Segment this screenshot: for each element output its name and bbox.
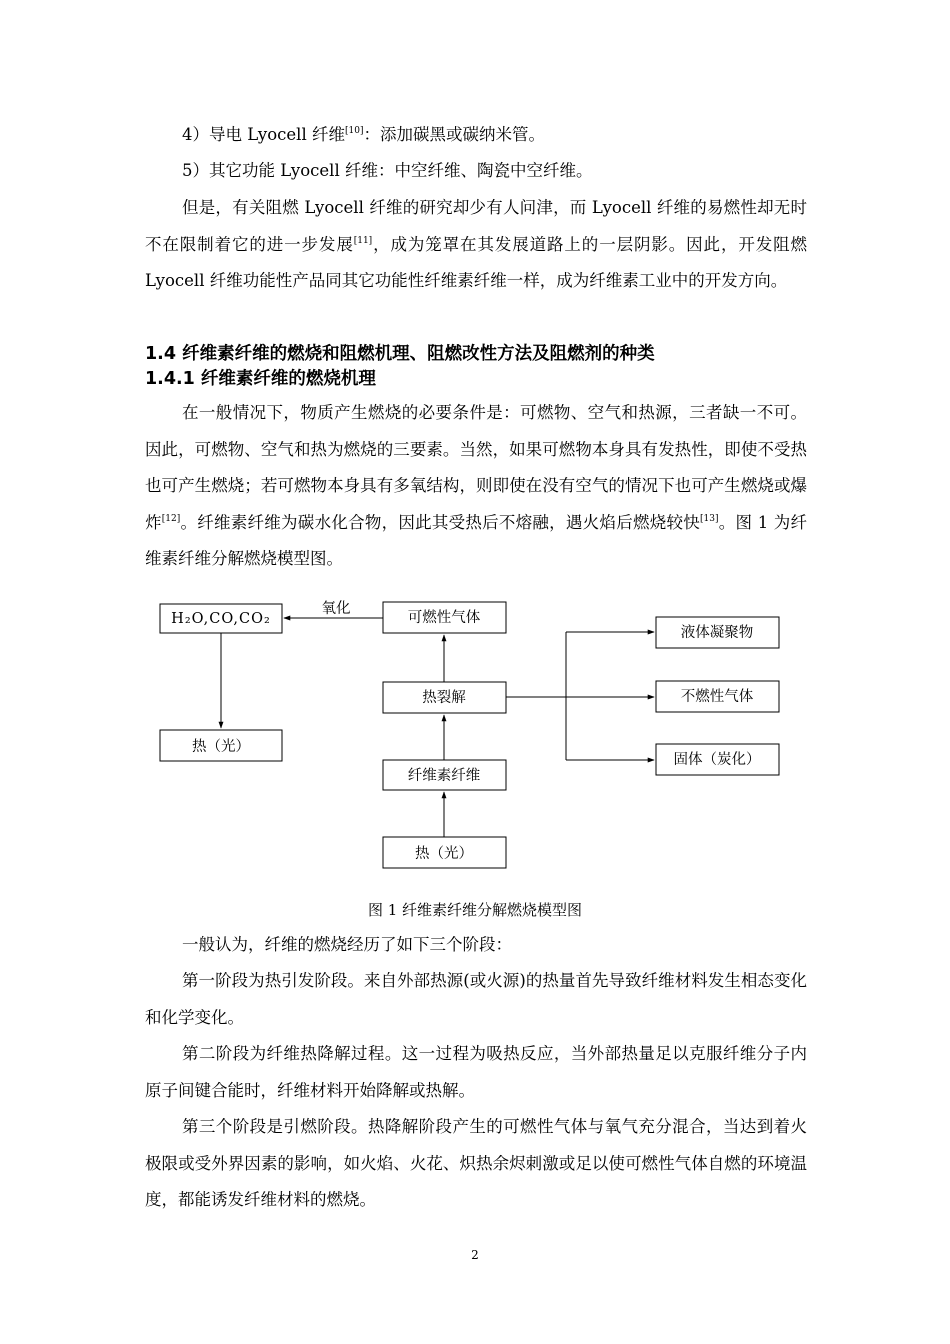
heat-light-bottom-label: 热（光） (415, 846, 473, 862)
section-heading-1-4: 1.4 纤维素纤维的燃烧和阻燃机理、阻燃改性方法及阻燃剂的种类 (145, 344, 655, 364)
figure-caption: 图 1 纤维素纤维分解燃烧模型图 (367, 901, 583, 919)
liquid-label: 液体凝聚物 (680, 625, 754, 641)
oxidation-label: 氧化 (321, 601, 351, 617)
heat-light-left-label: 热（光） (192, 739, 250, 755)
section-heading-1-4-1: 1.4.1 纤维素纤维的燃烧机理 (145, 369, 376, 389)
citation: [12] (161, 513, 181, 524)
citation: [10] (344, 126, 364, 136)
products-label: H₂O,CO,CO₂ (171, 611, 271, 627)
nonflammable-gas-label: 不燃性气体 (680, 689, 754, 705)
mechanism-paragraph: 在一般情况下，物质产生燃烧的必要条件是：可燃物、空气和热源，三者缺一不可。因此，可燃物、空气和热为燃烧的三要素。当然，如果可燃物本身具有发热性，即使不受热也可产生燃烧；若可燃物本身具有多氧结构，则即使在没有空气的情况下也可产生燃烧或爆炸[12]。纤维素纤维为碳水化合物，因此其受热后不熔融，遇火焰后燃烧较快[13]。图 1 为纤维素纤维分解燃烧模型图。 (145, 403, 807, 568)
citation: [13] (699, 513, 719, 524)
list-item-4: 4）导电 Lyocell 纤维[10]：添加碳黑或碳纳米管。 (182, 125, 545, 144)
pyrolysis-label: 热裂解 (422, 690, 466, 706)
list-item-5: 5）其它功能 Lyocell 纤维：中空纤维、陶瓷中空纤维。 (182, 161, 593, 180)
page-number: 2 (471, 1248, 479, 1262)
stage-2-paragraph: 第二阶段为纤维热降解过程。这一过程为吸热反应，当外部热量足以克服纤维分子内原子间键合能时，纤维材料开始降解或热解。 (145, 1044, 807, 1100)
citation: [11] (353, 235, 373, 246)
intro-paragraph: 但是，有关阻燃 Lyocell 纤维的研究却少有人问津，而 Lyocell 纤维的易燃性却无时不在限制着它的进一步发展[11]，成为笼罩在其发展道路上的一层阴影。因此，开发阻燃 Lyocell 纤维功能性产品同其它功能性纤维素纤维一样，成为纤维素工业中的开发方向。 (145, 198, 808, 290)
stage-3-paragraph: 第三个阶段是引燃阶段。热降解阶段产生的可燃性气体与氧气充分混合，当达到着火极限或受外界因素的影响，如火焰、火花、炽热余烬刺激或足以使可燃性气体自燃的环境温度，都能诱发纤维材料的燃烧。 (145, 1117, 807, 1209)
stages-intro: 一般认为，纤维的燃烧经历了如下三个阶段： (182, 935, 512, 954)
combustible-gas-label: 可燃性气体 (407, 610, 481, 626)
solid-label: 固体（炭化） (673, 752, 761, 768)
cellulose-fiber-label: 纤维素纤维 (407, 768, 481, 784)
stage-1-paragraph: 第一阶段为热引发阶段。来自外部热源(或火源)的热量首先导致纤维材料发生相态变化和化学变化。 (145, 971, 807, 1027)
